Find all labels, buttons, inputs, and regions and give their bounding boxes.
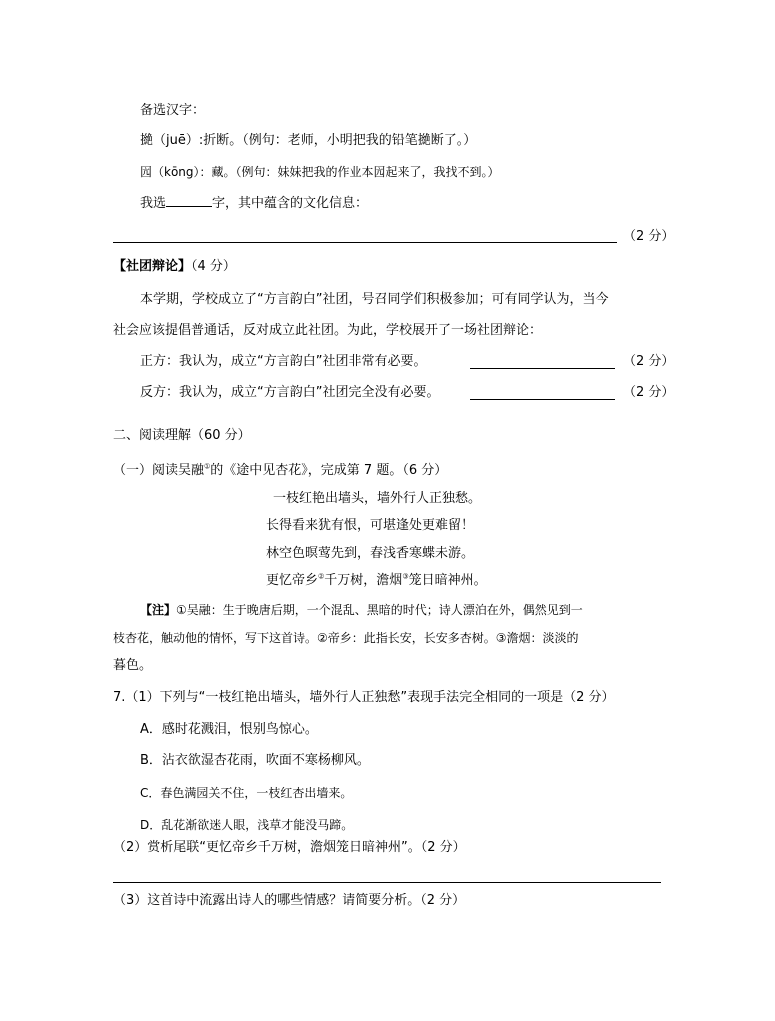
poem-intro-a: （一）阅读吴融 (113, 463, 205, 478)
choose-char-line (140, 194, 368, 213)
pro-score: （2 分） (623, 354, 675, 369)
debate-points: （4 分） (191, 259, 236, 274)
poem-line-4c: 笼日暗神州。 (408, 573, 487, 588)
poem-note-line3: 暮色。 (113, 658, 153, 673)
poem-intro (113, 462, 447, 480)
poem-note-label: 【注】 (140, 603, 177, 617)
con-score: （2 分） (623, 385, 675, 400)
poem-line-3: 林空色暝莺先到，春浅香寒蝶未游。 (266, 546, 475, 561)
culture-score: （2 分） (623, 229, 675, 244)
poem-note-line2: 枝杏花，触动他的情怀，写下这首诗。②帝乡：此指长安，长安多杏树。③澹烟：淡淡的 (113, 631, 579, 645)
q7-stem: 7.（1）下列与“一枝红艳出墙头，墙外行人正独愁”表现手法完全相同的一项是（2 分） (113, 690, 615, 705)
poem-intro-note-mark: ① (204, 462, 211, 471)
alt-char-jue-line: 撧（juē）:折断。（例句：老师，小明把我的铅笔撧断了。） (140, 133, 477, 148)
poem-intro-b: 的《途中见杏花》，完成第 7 题。（6 分） (210, 463, 448, 478)
q7-option-b[interactable]: B．沾衣欲湿杏花雨，吹面不寒杨柳风。 (140, 753, 370, 768)
alt-chars-heading: 备选汉字： (140, 103, 206, 118)
debate-para-line1: 本学期，学校成立了“方言韵白”社团，号召同学们积极参加；可有同学认为，当今 (140, 292, 609, 307)
q7-sub2: （2）赏析尾联“更忆帝乡千万树，澹烟笼日暗神州”。（2 分） (113, 840, 466, 855)
poem-note-text1: ①吴融：生于晚唐后期，一个混乱、黑暗的时代；诗人漂泊在外，偶然见到一 (176, 603, 583, 617)
poem-note-mark-3: ③ (402, 572, 409, 581)
poem-line-4 (266, 572, 487, 590)
poem-line-2: 长得看来犹有恨，可堪逢处更难留！ (266, 518, 475, 533)
pro-answer-line[interactable] (470, 368, 615, 369)
answer-line-culture[interactable] (113, 242, 617, 243)
q7-option-a[interactable]: A．感时花溅泪，恨别鸟惊心。 (140, 722, 318, 737)
q7-option-c[interactable]: C．春色满园关不住，一枝红杏出墙来。 (140, 786, 353, 800)
q7-sub2-answer-line[interactable] (113, 882, 661, 883)
poem-line-1: 一枝红艳出墙头，墙外行人正独愁。 (273, 491, 482, 506)
poem-note-line1 (140, 601, 583, 619)
alt-char-kong-line: 囥（kōng）：藏。（例句：妹妹把我的作业本囥起来了，我找不到。） (140, 165, 500, 179)
debate-para-line2: 社会应该提倡普通话，反对成立此社团。为此，学校展开了一场社团辩论： (113, 323, 543, 338)
debate-con-line: 反方：我认为，成立“方言韵白”社团完全没有必要。 (140, 385, 440, 400)
poem-line-4a: 更忆帝乡 (266, 573, 319, 588)
choose-char-blank[interactable] (166, 194, 212, 207)
q7-sub3: （3）这首诗中流露出诗人的哪些情感？请简要分析。（2 分） (113, 893, 466, 908)
con-answer-line[interactable] (470, 399, 615, 400)
section2-title: 二、阅读理解（60 分） (113, 428, 251, 443)
debate-heading (113, 258, 236, 276)
poem-note-mark-2: ② (318, 572, 325, 581)
debate-pro-line: 正方：我认为，成立“方言韵白”社团非常有必要。 (140, 354, 427, 369)
choose-suffix: 字，其中蕴含的文化信息： (212, 196, 369, 211)
choose-prefix: 我选 (140, 196, 167, 211)
q7-option-d[interactable]: D．乱花渐欲迷人眼，浅草才能没马蹄。 (140, 818, 354, 832)
debate-title: 【社团辩论】 (113, 259, 192, 274)
poem-line-4b: 千万树，澹烟 (324, 573, 403, 588)
